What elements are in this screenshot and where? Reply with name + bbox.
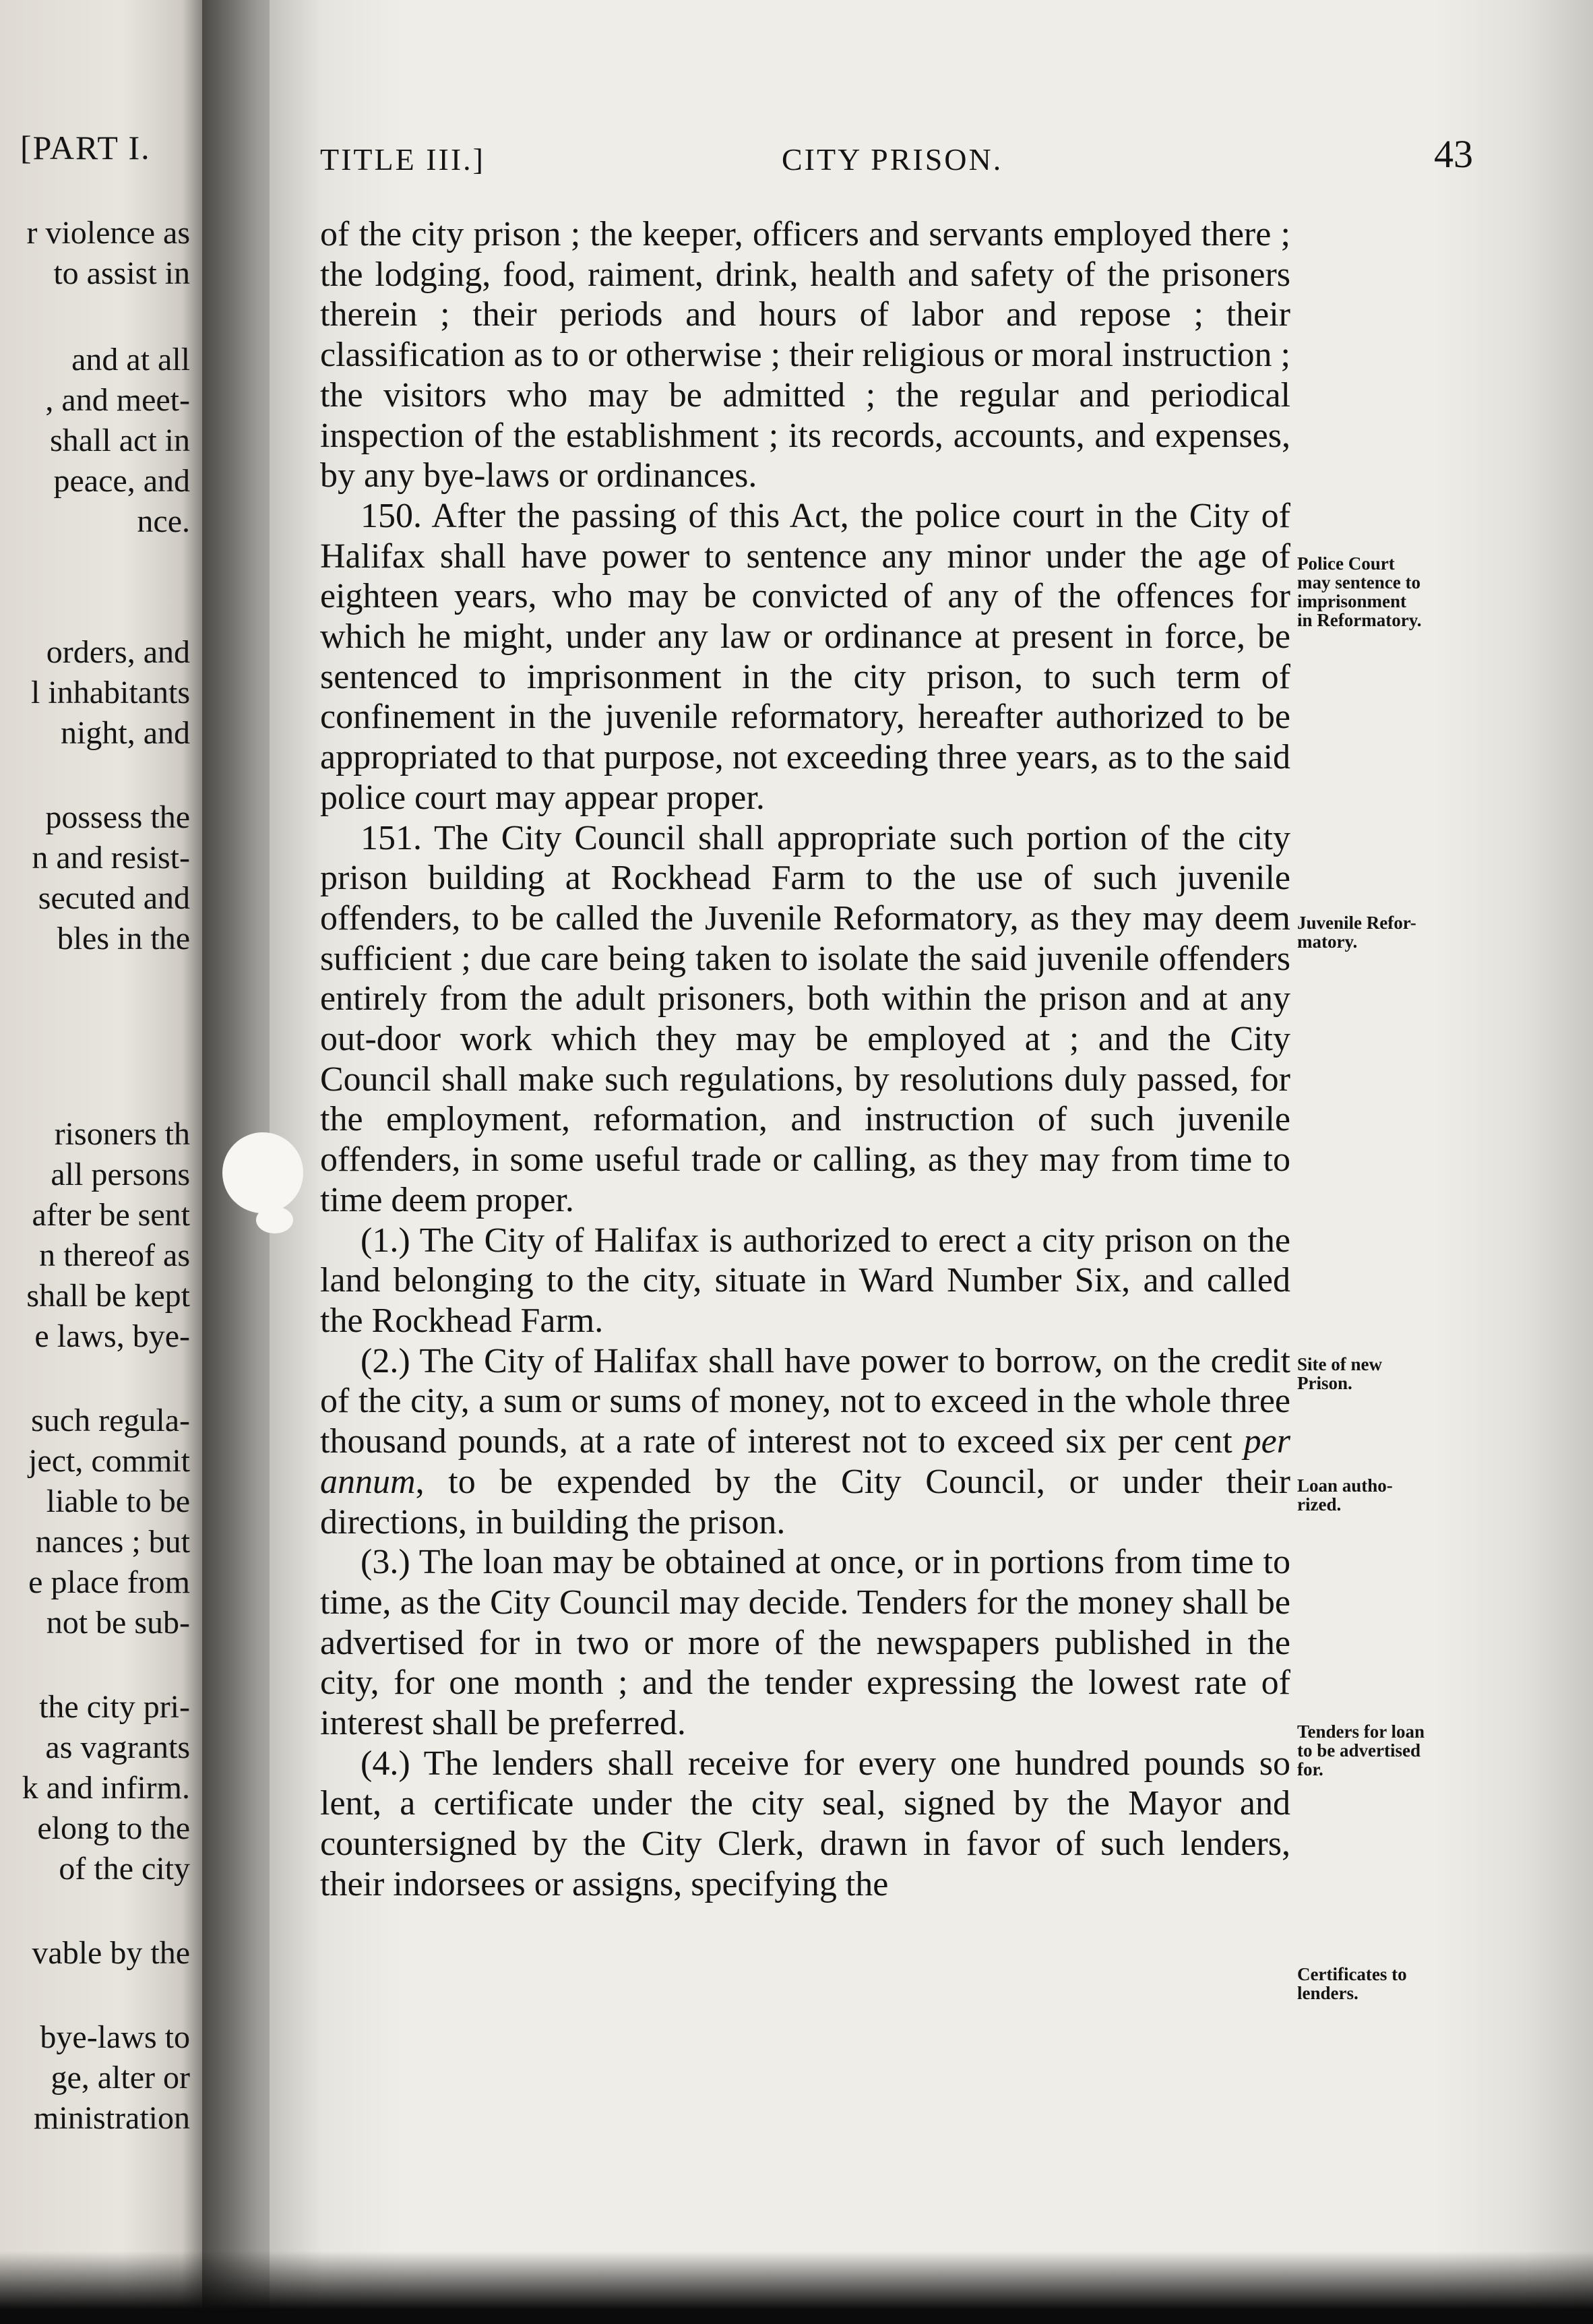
- subsection-4: (4.) The lenders shall receive for every one hundred pounds so lent, a certificate under the city seal, signed by the Mayor and countersigned by the City Clerk, drawn in favor of such lenders, their indorsees or assigns, specifying the: [320, 1744, 1290, 1903]
- left-page-line: all persons: [51, 1157, 190, 1192]
- left-page-line: risoners th: [54, 1116, 190, 1152]
- left-page-line: secuted and: [38, 880, 190, 916]
- margin-note-police-court: Police Court may sentence to imprisonment in Reformatory.: [1297, 553, 1422, 630]
- left-page-line: nances ; but: [35, 1524, 190, 1560]
- left-page-line: bles in the: [57, 921, 190, 956]
- left-page-line: e laws, bye-: [34, 1318, 190, 1354]
- left-page-line: l inhabitants: [31, 675, 190, 710]
- left-page-line: , and meet-: [45, 382, 190, 418]
- left-page-line: the city pri-: [39, 1689, 190, 1725]
- left-page-line: and at all: [71, 342, 190, 377]
- left-page-line: possess the: [45, 799, 190, 835]
- page-bottom-shadow: [0, 2251, 1593, 2324]
- left-page-line: vable by the: [32, 1935, 190, 1971]
- left-page-line: ject, commit: [28, 1443, 190, 1479]
- left-page-line: shall act in: [50, 423, 190, 458]
- paper-blemish-small: [256, 1206, 293, 1233]
- left-page-line: liable to be: [46, 1484, 190, 1519]
- left-page-line: as vagrants: [45, 1730, 190, 1765]
- subsection-3: (3.) The loan may be obtained at once, or in portions from time to time, as the City Council may decide. Tenders for the money shall be advertised for in two or more of the newspapers published in the city, for one month ; and the tender expressing the lowest rate of interest shall be preferred.: [320, 1543, 1290, 1743]
- left-page-line: to assist in: [53, 255, 190, 291]
- margin-note-loan: Loan autho- rized.: [1297, 1475, 1393, 1515]
- left-page-line: e place from: [28, 1564, 190, 1600]
- left-page-line: shall be kept: [26, 1278, 190, 1314]
- left-page-line: not be sub-: [46, 1605, 190, 1641]
- left-page-line: such regula-: [31, 1403, 190, 1438]
- left-page-line: r violence as: [26, 215, 190, 251]
- subsection-1: (1.) The City of Halifax is authorized to erect a city prison on the land belonging to the city, situate in Ward Number Six, and called the Rockhead Farm.: [320, 1221, 1290, 1340]
- left-page-line: k and infirm.: [22, 1770, 190, 1806]
- left-page-line: night, and: [61, 715, 190, 751]
- subsection-2-text-b: , to be expended by the City Council, or under their directions, in building the prison.: [320, 1462, 1290, 1541]
- left-page-line: after be sent: [32, 1197, 190, 1233]
- page-number: 43: [1434, 132, 1473, 176]
- left-page-line: bye-laws to: [40, 2019, 190, 2055]
- left-page-line: nce.: [137, 503, 190, 539]
- margin-note-juvenile-reformatory: Juvenile Refor- matory.: [1297, 913, 1416, 952]
- subsection-2: [320, 1341, 1290, 1543]
- body-text: [320, 214, 1290, 1905]
- section-150: 150. After the passing of this Act, the police court in the City of Halifax shall have power to sentence any minor under the age of eighteen years, who may be convicted of any of the offences for which he might, under any law or ordinance at present in force, be sentenced to imprisonment in the city prison, to such term of confinement in the juvenile reformatory, hereafter authorized to be appropriated to that purpose, not exceeding three years, as to the said police court may appear proper.: [320, 496, 1290, 817]
- margin-note-site: Site of new Prison.: [1297, 1354, 1382, 1393]
- margin-note-certificates: Certificates to lenders.: [1297, 1964, 1407, 2003]
- left-page-line: ministration: [34, 2100, 190, 2136]
- paragraph-intro: of the city prison ; the keeper, officers and servants employed there ; the lodging, food, raiment, drink, health and safety of the prisoners therein ; their periods and hours of labor and repose ; their classification as to or otherwise ; their religious or moral instruction ; the visitors who may be admitted ; the regular and periodical inspection of the establishment ; its records, accounts, and expenses, by any bye-laws or ordinances.: [320, 215, 1290, 495]
- left-page-line: orders, and: [46, 634, 190, 670]
- subsection-2-text-a: (2.) The City of Halifax shall have power to borrow, on the credit of the city, a sum or sums of money, not to exceed in the whole three thousand pounds, at a rate of interest not to exceed six per cent: [320, 1341, 1290, 1461]
- subsection-2-italic: per annum: [320, 1422, 1290, 1501]
- left-page-line: n and resist-: [32, 840, 190, 876]
- left-page-line: ge, alter or: [51, 2060, 190, 2096]
- left-page-line: elong to the: [37, 1810, 190, 1846]
- margin-note-tenders: Tenders for loan to be advertised for.: [1297, 1721, 1425, 1779]
- left-facing-page: [0, 0, 202, 2324]
- running-head-title: TITLE III.]: [320, 142, 485, 177]
- left-page-line: peace, and: [53, 463, 190, 499]
- section-151: 151. The City Council shall appropriate such portion of the city prison building at Rockhead Farm to the use of such juvenile offenders, to be called the Juvenile Reformatory, as they may deem sufficient ; due care being taken to isolate the said juvenile offenders entirely from the adult prisoners, both within the prison and at any out-door work which they may be employed at ; and the City Council shall make such regulations, by resolutions duly passed, for the employment, reformation, and instruction of such juvenile offenders, in some useful trade or calling, as they may from time to time deem proper.: [320, 818, 1290, 1219]
- left-page-line: n thereof as: [39, 1237, 190, 1273]
- left-page-line: of the city: [59, 1851, 190, 1887]
- paper-blemish: [222, 1132, 303, 1213]
- left-page-header: [PART I.: [20, 129, 151, 166]
- running-head-section: CITY PRISON.: [782, 142, 1003, 177]
